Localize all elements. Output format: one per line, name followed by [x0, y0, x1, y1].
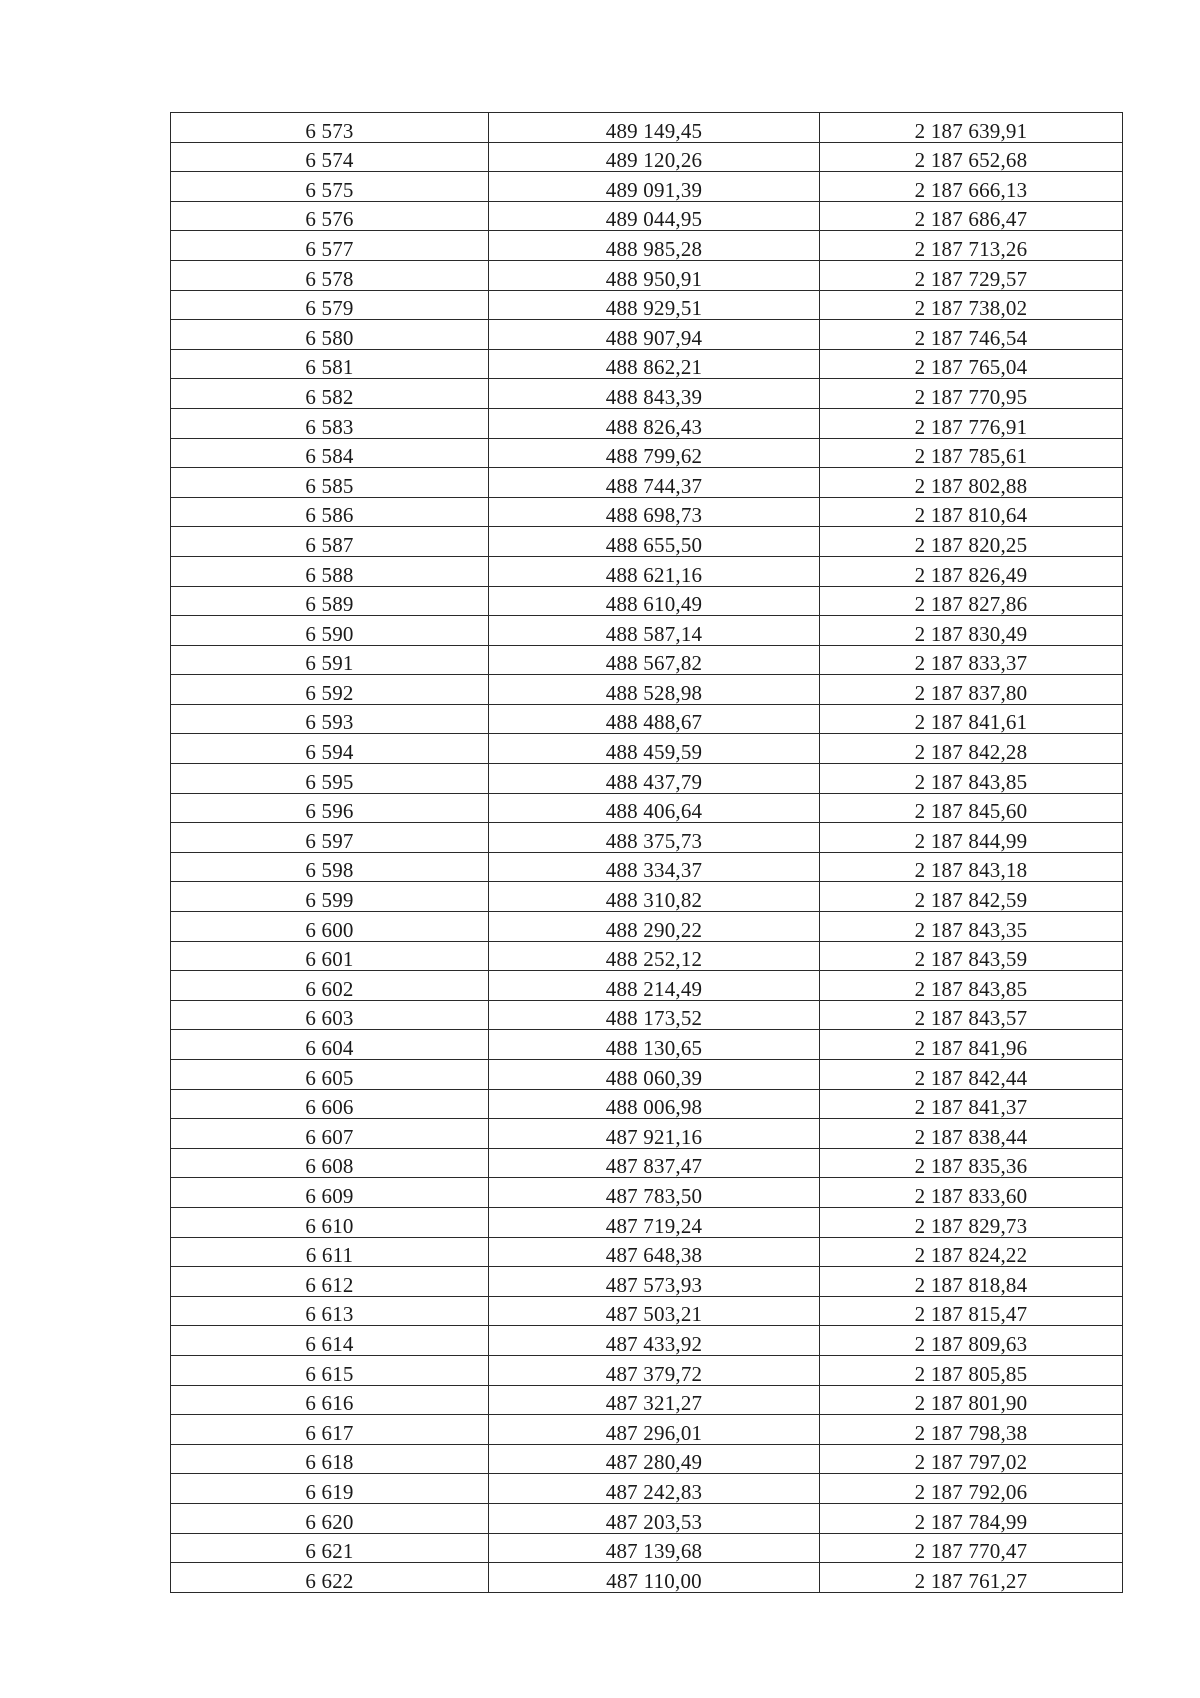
y-coordinate-cell: 2 187 785,61 — [820, 438, 1123, 468]
table-row — [171, 645, 1123, 675]
point-number-cell: 6 574 — [171, 142, 489, 172]
y-coordinate-cell: 2 187 845,60 — [820, 793, 1123, 823]
y-coordinate-cell: 2 187 652,68 — [820, 142, 1123, 172]
point-number-cell: 6 578 — [171, 260, 489, 290]
x-coordinate-cell: 488 567,82 — [489, 645, 820, 675]
x-coordinate-cell: 487 110,00 — [489, 1563, 820, 1593]
point-number-cell: 6 585 — [171, 468, 489, 498]
y-coordinate-cell: 2 187 765,04 — [820, 349, 1123, 379]
table-row — [171, 793, 1123, 823]
y-coordinate-cell: 2 187 746,54 — [820, 320, 1123, 350]
point-number-cell: 6 577 — [171, 231, 489, 261]
point-number-cell: 6 612 — [171, 1267, 489, 1297]
table-row — [171, 408, 1123, 438]
point-number-cell: 6 580 — [171, 320, 489, 350]
y-coordinate-cell: 2 187 837,80 — [820, 675, 1123, 705]
y-coordinate-cell: 2 187 805,85 — [820, 1355, 1123, 1385]
table-row — [171, 1296, 1123, 1326]
table-row — [171, 1415, 1123, 1445]
table-row — [171, 556, 1123, 586]
x-coordinate-cell: 488 862,21 — [489, 349, 820, 379]
table-row — [171, 1355, 1123, 1385]
point-number-cell: 6 575 — [171, 172, 489, 202]
y-coordinate-cell: 2 187 843,35 — [820, 912, 1123, 942]
x-coordinate-cell: 488 437,79 — [489, 764, 820, 794]
y-coordinate-cell: 2 187 798,38 — [820, 1415, 1123, 1445]
table-row — [171, 852, 1123, 882]
table-row — [171, 349, 1123, 379]
point-number-cell: 6 582 — [171, 379, 489, 409]
y-coordinate-cell: 2 187 776,91 — [820, 408, 1123, 438]
table-row — [171, 320, 1123, 350]
table-row — [171, 675, 1123, 705]
point-number-cell: 6 587 — [171, 527, 489, 557]
x-coordinate-cell: 487 648,38 — [489, 1237, 820, 1267]
point-number-cell: 6 584 — [171, 438, 489, 468]
y-coordinate-cell: 2 187 826,49 — [820, 556, 1123, 586]
point-number-cell: 6 603 — [171, 1000, 489, 1030]
table-row — [171, 1563, 1123, 1593]
y-coordinate-cell: 2 187 820,25 — [820, 527, 1123, 557]
x-coordinate-cell: 488 006,98 — [489, 1089, 820, 1119]
coordinates-table — [170, 112, 1123, 1593]
table-row — [171, 1178, 1123, 1208]
table-row — [171, 1148, 1123, 1178]
x-coordinate-cell: 489 149,45 — [489, 113, 820, 143]
x-coordinate-cell: 488 698,73 — [489, 497, 820, 527]
x-coordinate-cell: 487 719,24 — [489, 1207, 820, 1237]
table-row — [171, 1503, 1123, 1533]
y-coordinate-cell: 2 187 833,37 — [820, 645, 1123, 675]
y-coordinate-cell: 2 187 841,37 — [820, 1089, 1123, 1119]
table-row — [171, 1533, 1123, 1563]
x-coordinate-cell: 488 310,82 — [489, 882, 820, 912]
point-number-cell: 6 591 — [171, 645, 489, 675]
point-number-cell: 6 606 — [171, 1089, 489, 1119]
table-row — [171, 438, 1123, 468]
x-coordinate-cell: 488 907,94 — [489, 320, 820, 350]
table-row — [171, 971, 1123, 1001]
table-row — [171, 172, 1123, 202]
point-number-cell: 6 600 — [171, 912, 489, 942]
table-row — [171, 231, 1123, 261]
point-number-cell: 6 590 — [171, 616, 489, 646]
point-number-cell: 6 579 — [171, 290, 489, 320]
y-coordinate-cell: 2 187 841,61 — [820, 704, 1123, 734]
point-number-cell: 6 604 — [171, 1030, 489, 1060]
y-coordinate-cell: 2 187 835,36 — [820, 1148, 1123, 1178]
y-coordinate-cell: 2 187 639,91 — [820, 113, 1123, 143]
table-row — [171, 941, 1123, 971]
point-number-cell: 6 615 — [171, 1355, 489, 1385]
y-coordinate-cell: 2 187 761,27 — [820, 1563, 1123, 1593]
x-coordinate-cell: 488 252,12 — [489, 941, 820, 971]
y-coordinate-cell: 2 187 792,06 — [820, 1474, 1123, 1504]
table-row — [171, 1030, 1123, 1060]
table-row — [171, 1089, 1123, 1119]
table-row — [171, 586, 1123, 616]
x-coordinate-cell: 488 406,64 — [489, 793, 820, 823]
x-coordinate-cell: 488 621,16 — [489, 556, 820, 586]
y-coordinate-cell: 2 187 802,88 — [820, 468, 1123, 498]
point-number-cell: 6 611 — [171, 1237, 489, 1267]
y-coordinate-cell: 2 187 770,95 — [820, 379, 1123, 409]
x-coordinate-cell: 488 826,43 — [489, 408, 820, 438]
point-number-cell: 6 598 — [171, 852, 489, 882]
table-row — [171, 1207, 1123, 1237]
y-coordinate-cell: 2 187 843,85 — [820, 764, 1123, 794]
x-coordinate-cell: 488 290,22 — [489, 912, 820, 942]
y-coordinate-cell: 2 187 770,47 — [820, 1533, 1123, 1563]
point-number-cell: 6 620 — [171, 1503, 489, 1533]
y-coordinate-cell: 2 187 729,57 — [820, 260, 1123, 290]
y-coordinate-cell: 2 187 838,44 — [820, 1119, 1123, 1149]
x-coordinate-cell: 487 139,68 — [489, 1533, 820, 1563]
point-number-cell: 6 586 — [171, 497, 489, 527]
x-coordinate-cell: 487 296,01 — [489, 1415, 820, 1445]
x-coordinate-cell: 487 321,27 — [489, 1385, 820, 1415]
table-row — [171, 468, 1123, 498]
x-coordinate-cell: 488 375,73 — [489, 823, 820, 853]
point-number-cell: 6 616 — [171, 1385, 489, 1415]
point-number-cell: 6 583 — [171, 408, 489, 438]
y-coordinate-cell: 2 187 844,99 — [820, 823, 1123, 853]
y-coordinate-cell: 2 187 738,02 — [820, 290, 1123, 320]
table-row — [171, 734, 1123, 764]
table-row — [171, 260, 1123, 290]
point-number-cell: 6 573 — [171, 113, 489, 143]
table-row — [171, 704, 1123, 734]
x-coordinate-cell: 487 837,47 — [489, 1148, 820, 1178]
point-number-cell: 6 595 — [171, 764, 489, 794]
x-coordinate-cell: 487 280,49 — [489, 1444, 820, 1474]
point-number-cell: 6 609 — [171, 1178, 489, 1208]
x-coordinate-cell: 489 120,26 — [489, 142, 820, 172]
x-coordinate-cell: 488 528,98 — [489, 675, 820, 705]
x-coordinate-cell: 488 060,39 — [489, 1060, 820, 1090]
x-coordinate-cell: 489 091,39 — [489, 172, 820, 202]
x-coordinate-cell: 488 459,59 — [489, 734, 820, 764]
y-coordinate-cell: 2 187 686,47 — [820, 201, 1123, 231]
x-coordinate-cell: 488 488,67 — [489, 704, 820, 734]
y-coordinate-cell: 2 187 841,96 — [820, 1030, 1123, 1060]
point-number-cell: 6 617 — [171, 1415, 489, 1445]
point-number-cell: 6 602 — [171, 971, 489, 1001]
x-coordinate-cell: 488 744,37 — [489, 468, 820, 498]
y-coordinate-cell: 2 187 843,18 — [820, 852, 1123, 882]
table-row — [171, 1326, 1123, 1356]
point-number-cell: 6 619 — [171, 1474, 489, 1504]
x-coordinate-cell: 488 655,50 — [489, 527, 820, 557]
y-coordinate-cell: 2 187 815,47 — [820, 1296, 1123, 1326]
x-coordinate-cell: 488 173,52 — [489, 1000, 820, 1030]
y-coordinate-cell: 2 187 842,44 — [820, 1060, 1123, 1090]
table-row — [171, 201, 1123, 231]
point-number-cell: 6 596 — [171, 793, 489, 823]
y-coordinate-cell: 2 187 784,99 — [820, 1503, 1123, 1533]
y-coordinate-cell: 2 187 666,13 — [820, 172, 1123, 202]
y-coordinate-cell: 2 187 824,22 — [820, 1237, 1123, 1267]
coordinates-table-body — [171, 113, 1123, 1593]
point-number-cell: 6 618 — [171, 1444, 489, 1474]
table-row — [171, 497, 1123, 527]
point-number-cell: 6 601 — [171, 941, 489, 971]
x-coordinate-cell: 488 843,39 — [489, 379, 820, 409]
point-number-cell: 6 576 — [171, 201, 489, 231]
y-coordinate-cell: 2 187 818,84 — [820, 1267, 1123, 1297]
point-number-cell: 6 581 — [171, 349, 489, 379]
point-number-cell: 6 605 — [171, 1060, 489, 1090]
table-row — [171, 1267, 1123, 1297]
table-row — [171, 527, 1123, 557]
table-row — [171, 113, 1123, 143]
x-coordinate-cell: 488 214,49 — [489, 971, 820, 1001]
x-coordinate-cell: 488 334,37 — [489, 852, 820, 882]
x-coordinate-cell: 487 503,21 — [489, 1296, 820, 1326]
table-row — [171, 379, 1123, 409]
point-number-cell: 6 613 — [171, 1296, 489, 1326]
y-coordinate-cell: 2 187 833,60 — [820, 1178, 1123, 1208]
x-coordinate-cell: 488 985,28 — [489, 231, 820, 261]
y-coordinate-cell: 2 187 842,28 — [820, 734, 1123, 764]
x-coordinate-cell: 488 610,49 — [489, 586, 820, 616]
y-coordinate-cell: 2 187 843,59 — [820, 941, 1123, 971]
y-coordinate-cell: 2 187 830,49 — [820, 616, 1123, 646]
table-row — [171, 1237, 1123, 1267]
table-row — [171, 1060, 1123, 1090]
y-coordinate-cell: 2 187 843,57 — [820, 1000, 1123, 1030]
table-row — [171, 823, 1123, 853]
point-number-cell: 6 621 — [171, 1533, 489, 1563]
x-coordinate-cell: 487 433,92 — [489, 1326, 820, 1356]
y-coordinate-cell: 2 187 810,64 — [820, 497, 1123, 527]
table-row — [171, 1119, 1123, 1149]
y-coordinate-cell: 2 187 842,59 — [820, 882, 1123, 912]
table-row — [171, 616, 1123, 646]
table-row — [171, 1444, 1123, 1474]
y-coordinate-cell: 2 187 713,26 — [820, 231, 1123, 261]
x-coordinate-cell: 488 799,62 — [489, 438, 820, 468]
x-coordinate-cell: 487 242,83 — [489, 1474, 820, 1504]
y-coordinate-cell: 2 187 809,63 — [820, 1326, 1123, 1356]
x-coordinate-cell: 488 950,91 — [489, 260, 820, 290]
point-number-cell: 6 588 — [171, 556, 489, 586]
y-coordinate-cell: 2 187 827,86 — [820, 586, 1123, 616]
y-coordinate-cell: 2 187 843,85 — [820, 971, 1123, 1001]
x-coordinate-cell: 487 783,50 — [489, 1178, 820, 1208]
x-coordinate-cell: 488 587,14 — [489, 616, 820, 646]
x-coordinate-cell: 488 130,65 — [489, 1030, 820, 1060]
point-number-cell: 6 592 — [171, 675, 489, 705]
x-coordinate-cell: 487 921,16 — [489, 1119, 820, 1149]
table-row — [171, 1474, 1123, 1504]
point-number-cell: 6 607 — [171, 1119, 489, 1149]
point-number-cell: 6 594 — [171, 734, 489, 764]
table-row — [171, 882, 1123, 912]
x-coordinate-cell: 489 044,95 — [489, 201, 820, 231]
table-row — [171, 142, 1123, 172]
point-number-cell: 6 597 — [171, 823, 489, 853]
point-number-cell: 6 614 — [171, 1326, 489, 1356]
y-coordinate-cell: 2 187 797,02 — [820, 1444, 1123, 1474]
y-coordinate-cell: 2 187 829,73 — [820, 1207, 1123, 1237]
table-row — [171, 912, 1123, 942]
table-row — [171, 1385, 1123, 1415]
point-number-cell: 6 599 — [171, 882, 489, 912]
x-coordinate-cell: 487 203,53 — [489, 1503, 820, 1533]
table-row — [171, 764, 1123, 794]
table-row — [171, 290, 1123, 320]
point-number-cell: 6 589 — [171, 586, 489, 616]
x-coordinate-cell: 487 573,93 — [489, 1267, 820, 1297]
table-row — [171, 1000, 1123, 1030]
point-number-cell: 6 622 — [171, 1563, 489, 1593]
point-number-cell: 6 593 — [171, 704, 489, 734]
x-coordinate-cell: 487 379,72 — [489, 1355, 820, 1385]
point-number-cell: 6 610 — [171, 1207, 489, 1237]
y-coordinate-cell: 2 187 801,90 — [820, 1385, 1123, 1415]
point-number-cell: 6 608 — [171, 1148, 489, 1178]
x-coordinate-cell: 488 929,51 — [489, 290, 820, 320]
